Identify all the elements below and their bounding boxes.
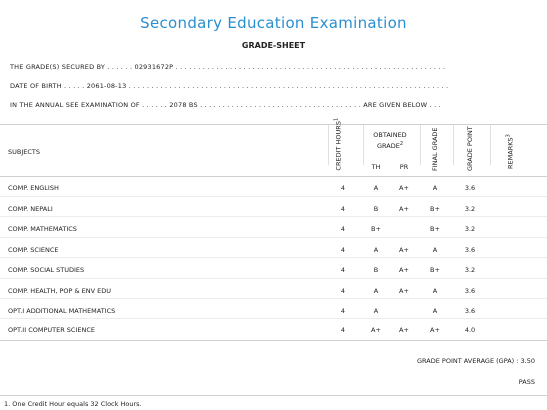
subject-cell: COMP. SCIENCE (8, 246, 59, 254)
final-grade-cell: A (432, 184, 438, 192)
exam-line: IN THE ANNUAL SEE EXAMINATION OF . . . . . . 2078 BS . . . . . . . . . . . . . . . . . . . . . . . . . . . . . . . . . . . . ARE GIVEN BELOW . . . (10, 101, 441, 109)
grade-header: GRADE$^2$ (376, 141, 404, 151)
row-divider (0, 257, 547, 258)
grade-point-header: GRADE POINT (466, 126, 474, 171)
th-cell: A (373, 307, 379, 315)
credit-cell: 4 (340, 184, 346, 192)
row-divider (0, 196, 547, 197)
credit-cell: 4 (340, 205, 346, 213)
credit-cell: 4 (340, 326, 346, 334)
grade-point-cell: 4.0 (464, 326, 476, 334)
grade-point-cell: 3.2 (464, 205, 476, 213)
divider (328, 125, 329, 165)
grade-point-cell: 3.6 (464, 307, 476, 315)
pr-cell: A+ (399, 205, 409, 213)
grade-point-cell: 3.2 (464, 225, 476, 233)
grade-sheet-heading: GRADE-SHEET (241, 41, 306, 50)
grade-point-cell: 3.6 (464, 184, 476, 192)
divider (453, 125, 454, 165)
row-divider (0, 237, 547, 238)
grade-point-cell: 3.6 (464, 287, 476, 295)
th-cell: A (373, 246, 379, 254)
pr-cell: A+ (399, 184, 409, 192)
subject-cell: COMP. HEALTH, POP & ENV EDU (8, 287, 111, 295)
final-grade-cell: A (432, 246, 438, 254)
final-grade-cell: B+ (430, 205, 440, 213)
th-cell: B (373, 205, 379, 213)
credit-cell: 4 (340, 246, 346, 254)
th-cell: B+ (371, 225, 381, 233)
grade-point-cell: 3.6 (464, 246, 476, 254)
th-cell: A+ (371, 326, 381, 334)
subject-cell: COMP. SOCIAL STUDIES (8, 266, 85, 274)
row-divider (0, 318, 547, 319)
pr-cell: A+ (399, 326, 409, 334)
subject-cell: OPT.II COMPUTER SCIENCE (8, 326, 95, 334)
divider (363, 125, 364, 165)
credit-cell: 4 (340, 287, 346, 295)
table-top-rule (0, 124, 547, 125)
gpa-summary: GRADE POINT AVERAGE (GPA) : 3.50 (417, 357, 535, 365)
subject-cell: COMP. ENGLISH (8, 184, 59, 192)
final-grade-header: FINAL GRADE (431, 127, 439, 171)
subject-cell: COMP. NEPALI (8, 205, 53, 213)
subjects-header: SUBJECTS (8, 148, 41, 156)
final-grade-cell: B+ (430, 266, 440, 274)
subject-cell: COMP. MATHEMATICS (8, 225, 77, 233)
final-grade-cell: A (432, 287, 438, 295)
pr-cell: A+ (399, 246, 409, 254)
th-cell: A (373, 184, 379, 192)
divider (420, 125, 421, 165)
row-divider (0, 216, 547, 217)
date-of-birth-line: DATE OF BIRTH . . . . . 2061-08-13 . . . . . . . . . . . . . . . . . . . . . . . . . . . . . . . . . . . . . . . . . . . . . . . . . . . . . . . . . . . . . . . . . . . . . . . (10, 82, 449, 90)
obtained-header: OBTAINED (373, 131, 407, 139)
final-grade-cell: B+ (430, 225, 440, 233)
grade-point-cell: 3.2 (464, 266, 476, 274)
page-title: Secondary Education Examination (140, 14, 407, 32)
th-cell: A (373, 287, 379, 295)
pr-cell: A+ (399, 287, 409, 295)
grade-secured-line: THE GRADE(S) SECURED BY . . . . . . 02931672P . . . . . . . . . . . . . . . . . . . . . . . . . . . . . . . . . . . . . . . . . . . . . . . . . . . . . . . . . . . . (10, 63, 446, 71)
credit-hours-header: CREDIT HOURS$^1$ (333, 117, 343, 171)
table-bottom-rule (0, 340, 547, 341)
subject-cell: OPT.I ADDITIONAL MATHEMATICS (8, 307, 116, 315)
final-grade-cell: A+ (430, 326, 440, 334)
footnote: 1. One Credit Hour equals 32 Clock Hours. (4, 400, 142, 408)
row-divider (0, 298, 547, 299)
divider (490, 125, 491, 165)
th-header: TH (371, 163, 381, 171)
remarks-header: REMARKS$^3$ (505, 134, 515, 169)
final-grade-cell: A (432, 307, 438, 315)
footnote-rule (0, 395, 547, 396)
header-bottom-rule (0, 176, 547, 177)
pr-cell: A+ (399, 266, 409, 274)
credit-cell: 4 (340, 225, 346, 233)
row-divider (0, 278, 547, 279)
result-status: PASS (518, 378, 535, 386)
credit-cell: 4 (340, 307, 346, 315)
pr-header: PR (399, 163, 409, 171)
th-cell: B (373, 266, 379, 274)
credit-cell: 4 (340, 266, 346, 274)
